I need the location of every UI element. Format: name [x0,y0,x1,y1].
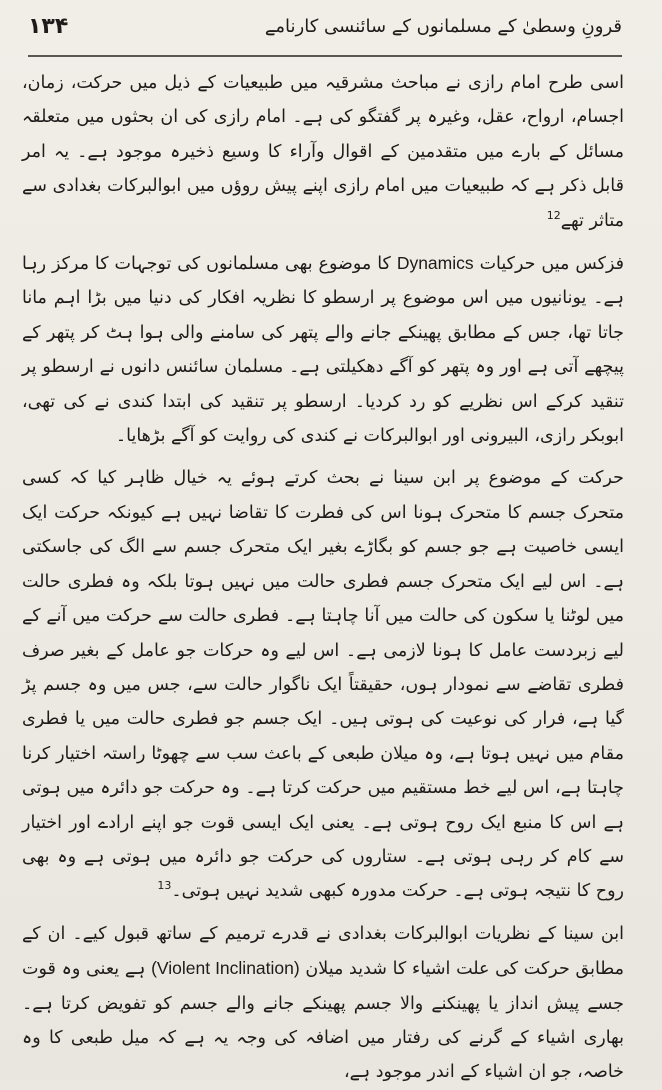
paragraph-text: اسی طرح امام رازی نے مباحث مشرقیہ میں طبیعیات کے ذیل میں حرکت، زمان، اجسام، ارواح، عقل، وغیرہ پر گفتگو کی ہے۔ امام رازی کی ان بحثوں میں متعلقہ مسائل کے بارے میں متقدمین کے اقوال وآراء کا وسیع ذخیرہ موجود ہے۔ یہ امر قابل ذکر ہے کہ طبیعیات میں امام رازی اپنے پیش روؤں میں ابوالبرکات بغدادی سے متاثر تھے [22,73,624,231]
english-term: Dynamics [396,253,474,274]
english-term: (Violent Inclination) [151,958,300,979]
paragraph-text: حرکت کے موضوع پر ابن سینا نے بحث کرتے ہوئے یہ خیال ظاہر کیا کہ کسی متحرک جسم کا متحرک ہونا اس کی فطرت کا تقاضا نہیں ہے کیونکہ حرکت ایک ایسی خاصیت ہے جو جسم کو بگاڑے بغیر ایک متحرک جسم سے الگ کی جاسکتی ہے۔ اس لیے ایک متحرک جسم فطری حالت میں نہیں ہوتا بلکہ وہ فطری حالت میں لوٹنا یا سکون کی حالت میں آنا چاہتا ہے۔ فطری حالت سے حرکت میں آنے کے لیے زبردست عامل کا ہونا لازمی ہے۔ اس لیے وہ حرکات جو عامل کے بغیر صرف فطری تقاضے سے نمودار ہوں، حقیقتاً ایک ناگوار حالت سے، جس میں وہ جسم پڑ گیا ہے، فرار کی نوعیت کی ہوتی ہیں۔ ایک جسم جو فطری حالت میں یا فطری مقام میں نہیں ہوتا ہے، وہ میلان طبعی کے باعث سب سے چھوٹا راستہ اختیار کرنا چاہتا ہے، اس لیے خط مستقیم میں حرکت کرتا ہے۔ وہ حرکت جو دائرہ میں ہوتی ہے اس کا منبع ایک روح ہوتی ہے۔ یعنی ایک ایسی قوت جو اپنے ارادے اور اختیار سے کام کر رہی ہوتی ہے۔ ستاروں کی حرکت جو دائرہ میں ہوتی ہے وہ بھی روح کا نتیجہ ہوتی ہے۔ حرکت مدورہ کبھی شدید نہیں ہوتی۔ [22,468,624,902]
paragraph-4 [22,917,624,1090]
page-number: ۱۳۴ [28,14,69,39]
running-title: قرونِ وسطیٰ کے مسلمانوں کے سائنسی کارنامے [264,16,622,37]
page-header [28,8,622,48]
footnote-ref: 12 [546,208,561,222]
header-divider [28,55,622,57]
body-text [22,66,624,1090]
paragraph-text-before: فزکس میں حرکیات [473,254,624,275]
paragraph-2 [22,246,624,453]
paragraph-text-after: کا موضوع بھی مسلمانوں کی توجہات کا مرکز رہا ہے۔ یونانیوں میں اس موضوع پر ارسطو کا نظریہ افکار کی دنیا میں بڑا اہم مانا جاتا تھا، جس کے مطابق پھینکے جانے والے پتھر کی سامنے والی ہوا ہٹ کر پتھر کے پیچھے آتی ہے اور وہ پتھر کو آگے دھکیلتی ہے۔ مسلمان سائنس دانوں نے ارسطو پر تنقید کرکے اس نظریے کو رد کردیا۔ ارسطو پر تنقید کی ابتدا کندی نے کی تھی، ابوبکر رازی، البیرونی اور ابوالبرکات نے کندی کی روایت کو آگے بڑھایا۔ [22,254,624,447]
paragraph-text-before: ابن سینا کے نظریات ابوالبرکات بغدادی نے قدرے ترمیم کے ساتھ قبول کیے۔ ان کے مطابق حرکت کی علت اشیاء کا شدید میلان [22,923,625,980]
paragraph-3 [22,461,624,908]
paragraph-text-after: ہے یعنی وہ قوت جسے پیش انداز یا پھینکنے والا جسم پھینکے جانے والے جسم کو تفویض کرتا ہے۔ بھاری اشیاء کے گرنے کی رفتار میں اضافہ کی وجہ یہ ہے کہ میل طبعی کا وہ خاصہ، جو ان اشیاء کے اندر موجود ہے، [22,959,624,1083]
paragraph-1 [22,66,624,238]
footnote-ref: 13 [157,879,172,893]
